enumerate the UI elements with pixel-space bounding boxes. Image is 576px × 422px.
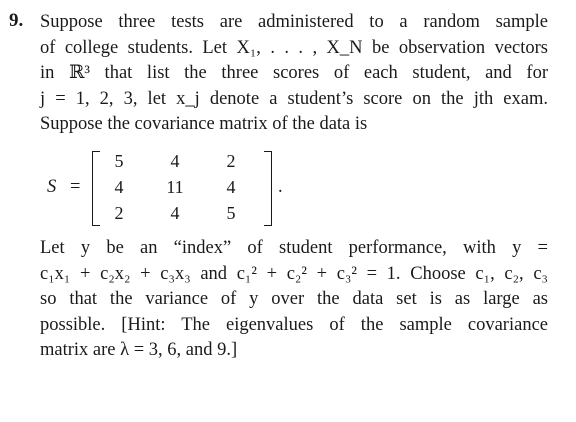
matrix-period: .: [278, 177, 283, 197]
statement-line-1: Suppose three tests are administered to a random sample: [40, 12, 548, 32]
matrix-cell: 2: [226, 151, 236, 171]
statement-line-3: in ℝ³ that list the three scores of each student, and for: [40, 63, 548, 84]
statement-line-4: j = 1, 2, 3, let x_j denote a student’s score on the jth exam.: [40, 88, 548, 109]
matrix-cell: 4: [170, 151, 180, 171]
matrix-cell: 4: [170, 203, 180, 223]
covariance-matrix-equation: [40, 148, 340, 228]
question-line-5: matrix are λ = 3, 6, and 9.]: [40, 340, 238, 361]
matrix-cell: 4: [226, 177, 236, 197]
statement-line-5: Suppose the covariance matrix of the data is: [40, 114, 368, 135]
matrix-symbol: S: [47, 177, 57, 197]
matrix-cell: 4: [114, 177, 124, 197]
statement-line-2: of college students. Let X₁, . . . , X_N be observation vectors: [40, 37, 548, 58]
matrix-cell: 2: [114, 203, 124, 223]
problem-question: [40, 236, 548, 364]
matrix-cell: 11: [166, 177, 184, 197]
question-line-3: so that the variance of y over the data set is as large as: [40, 289, 548, 310]
question-line-4: possible. [Hint: The eigenvalues of the sample covariance: [40, 314, 548, 335]
problem-statement: [40, 10, 548, 138]
question-line-1: Let y be an “index” of student performance, with y =: [40, 238, 548, 258]
matrix-cell: 5: [226, 203, 236, 223]
left-bracket: [92, 151, 100, 226]
question-line-2: c₁x₁ + c₂x₂ + c₃x₃ and c₁² + c₂² + c₃² = 1. Choose c₁, c₂, c₃: [40, 263, 548, 284]
matrix-cell: 5: [114, 151, 124, 171]
equals-sign: =: [70, 177, 81, 197]
problem-number: 9.: [9, 10, 24, 31]
right-bracket: [264, 151, 272, 226]
